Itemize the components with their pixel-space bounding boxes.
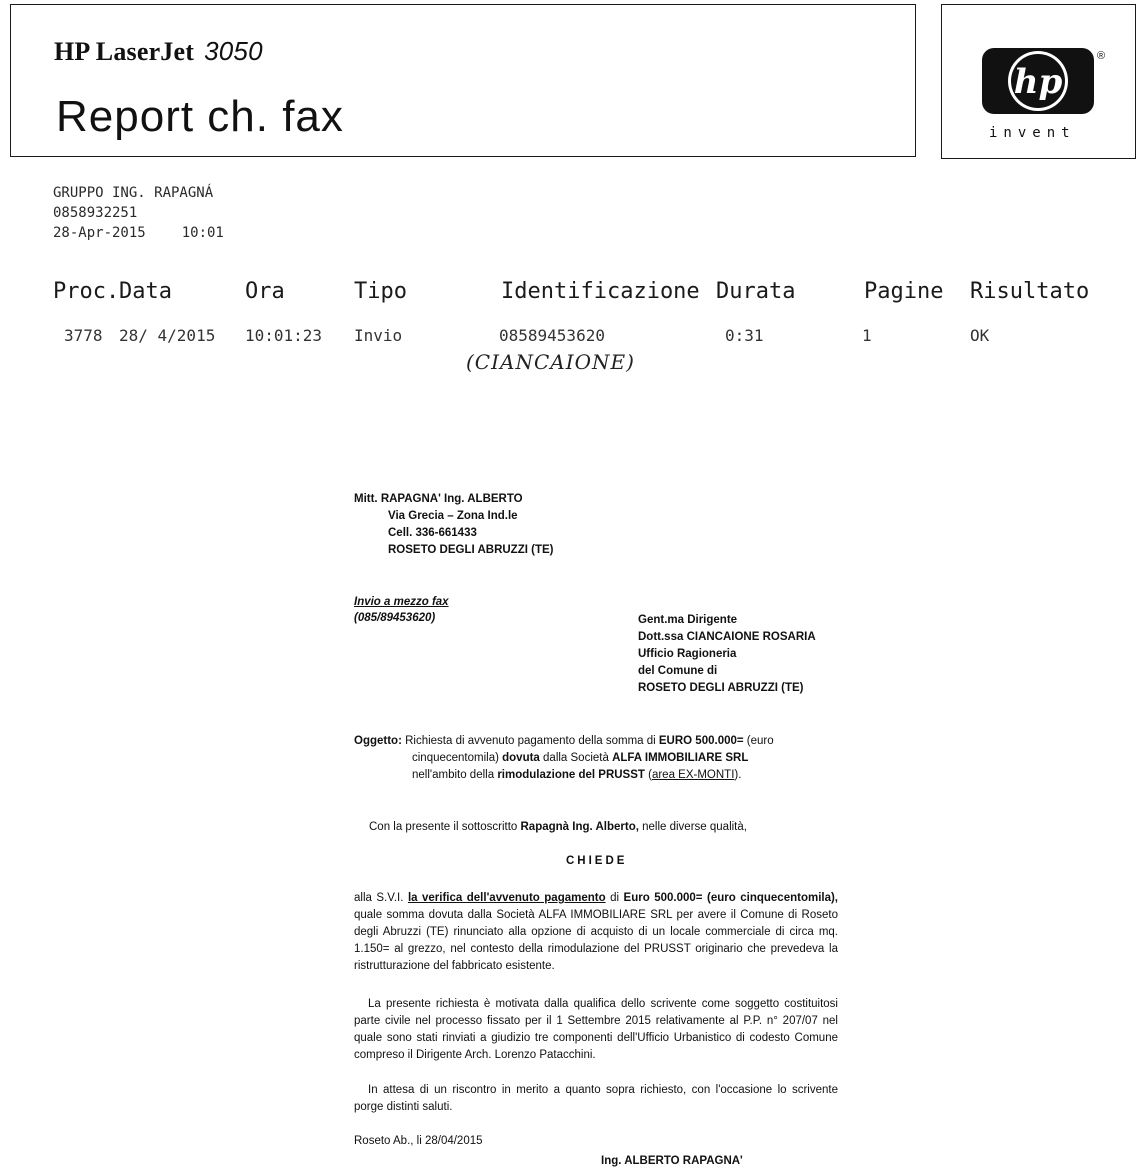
p1-amount: Euro 500.000= bbox=[623, 892, 703, 904]
hp-logo-icon bbox=[982, 48, 1094, 114]
sender-phone: 0858932251 bbox=[53, 205, 138, 221]
subject-text: nell'ambito della bbox=[412, 769, 498, 781]
paragraph-3: In attesa di un riscontro in merito a quanto sopra richiesto, con l'occasione lo scrivente porge distinti saluti. bbox=[354, 1084, 838, 1113]
p1-text: quale somma dovuta dalla Società ALFA IMMOBILIARE SRL per avere il Comune di Roseto degli Abruzzi (TE) rinunciato alla opzione di acquisto di un locale commerciale di circa mq. 1.150= al grezzo, nel contesto della rimodulazione del PRUSST originario che prevedeva la ristrutturazione del fabbricato esistente. bbox=[354, 909, 838, 972]
sender-date: 28-Apr-2015 bbox=[53, 225, 146, 241]
subject-company: ALFA IMMOBILIARE SRL bbox=[612, 752, 749, 764]
col-header-ora: Ora bbox=[245, 279, 285, 304]
printer-brand: HP LaserJet bbox=[54, 37, 195, 66]
chiede-heading: CHIEDE bbox=[566, 855, 628, 867]
p1-text: (euro bbox=[702, 892, 736, 904]
sender-name: GRUPPO ING. RAPAGNÁ bbox=[53, 185, 214, 201]
subject-amount: EURO 500.000= bbox=[658, 735, 744, 747]
printer-name bbox=[54, 36, 263, 67]
col-header-pagine: Pagine bbox=[864, 279, 944, 304]
col-header-tipo: Tipo bbox=[354, 279, 407, 304]
letter-sender-line: ROSETO DEGLI ABRUZZI (TE) bbox=[388, 544, 554, 556]
subject-line-3 bbox=[412, 767, 832, 784]
printer-model: 3050 bbox=[204, 36, 263, 66]
col-header-identificazione: Identificazione bbox=[501, 279, 700, 304]
cell-data: 28/ 4/2015 bbox=[119, 326, 216, 345]
cell-durata: 0:31 bbox=[725, 326, 764, 345]
col-header-risultato: Risultato bbox=[970, 279, 1090, 304]
cell-identificazione: 08589453620 bbox=[499, 326, 605, 345]
signature: Ing. ALBERTO RAPAGNA' bbox=[601, 1155, 743, 1167]
cell-risultato: OK bbox=[970, 326, 990, 345]
paragraph-2: La presente richiesta è motivata dalla qualifica dello scrivente come soggetto costituitosi parte civile nel processo fissato per il 1 Settembre 2015 relativamente al P.P. n° 207/07 nel quale sono stati rinviati a giudizio tre componenti dell'Ufficio Urbanistico di codesto Comune compreso il Dirigente Arch. Lorenzo Patacchini. bbox=[354, 998, 838, 1061]
subject-text: dovuta bbox=[498, 752, 540, 764]
registered-mark: ® bbox=[1097, 50, 1106, 62]
subject-line-2 bbox=[412, 750, 832, 767]
subject-line-1 bbox=[354, 733, 834, 750]
sender-time: 10:01 bbox=[181, 225, 224, 241]
intro-name: Rapagnà Ing. Alberto, bbox=[520, 821, 639, 833]
subject-label: Oggetto: bbox=[354, 735, 402, 747]
subject-text: rimodulazione del PRUSST bbox=[497, 769, 645, 781]
cell-tipo: Invio bbox=[354, 326, 403, 345]
col-header-data: Data bbox=[119, 279, 172, 304]
hp-logo-text: hp bbox=[1013, 62, 1063, 102]
handwritten-note: (CIANCAIONE) bbox=[466, 350, 635, 374]
subject-text: ). bbox=[734, 769, 742, 781]
paragraph-1 bbox=[354, 890, 838, 975]
subject-text: (euro bbox=[743, 735, 774, 747]
letter-sender-line: Mitt. RAPAGNA' Ing. ALBERTO bbox=[354, 493, 523, 505]
intro-text: nelle diverse qualità, bbox=[638, 821, 747, 833]
subject-text: ( bbox=[644, 769, 652, 781]
p1-text: di bbox=[605, 892, 624, 904]
subject-area: area EX-MONTI bbox=[651, 769, 735, 781]
place-date: Roseto Ab., li 28/04/2015 bbox=[354, 1135, 483, 1147]
intro-text: Con la presente il sottoscritto bbox=[369, 821, 521, 833]
p1-text: alla S.V.I. bbox=[354, 892, 408, 904]
intro-line bbox=[369, 819, 747, 836]
report-title: Report ch. fax bbox=[56, 92, 344, 141]
fax-label: Invio a mezzo fax bbox=[354, 596, 449, 608]
p1-verification: la verifica dell'avvenuto pagamento bbox=[407, 892, 606, 904]
letter-sender-line: Via Grecia – Zona Ind.le bbox=[388, 510, 518, 522]
sender-datetime bbox=[53, 223, 224, 243]
cell-proc: 3778 bbox=[64, 326, 103, 345]
fax-number: (085/89453620) bbox=[354, 612, 436, 624]
col-header-durata: Durata bbox=[716, 279, 796, 304]
recipient-line: Dott.ssa CIANCAIONE ROSARIA bbox=[638, 631, 816, 643]
cell-pagine: 1 bbox=[862, 326, 872, 345]
recipient-line: Gent.ma Dirigente bbox=[638, 614, 738, 626]
subject-text: Richiesta di avvenuto pagamento della somma di bbox=[401, 735, 659, 747]
sender-block bbox=[53, 183, 224, 243]
recipient-line: del Comune di bbox=[638, 665, 718, 677]
p1-text: cinquecentomila), bbox=[740, 892, 839, 904]
col-header-proc: Proc. bbox=[53, 279, 120, 304]
subject-text: cinquecentomila) bbox=[412, 752, 499, 764]
cell-ora: 10:01:23 bbox=[245, 326, 323, 345]
recipient-line: ROSETO DEGLI ABRUZZI (TE) bbox=[638, 682, 804, 694]
recipient-line: Ufficio Ragioneria bbox=[638, 648, 737, 660]
letter-sender-line: Cell. 336-661433 bbox=[388, 527, 477, 539]
subject-text: dalla Società bbox=[539, 752, 613, 764]
hp-tagline: invent bbox=[989, 125, 1076, 141]
